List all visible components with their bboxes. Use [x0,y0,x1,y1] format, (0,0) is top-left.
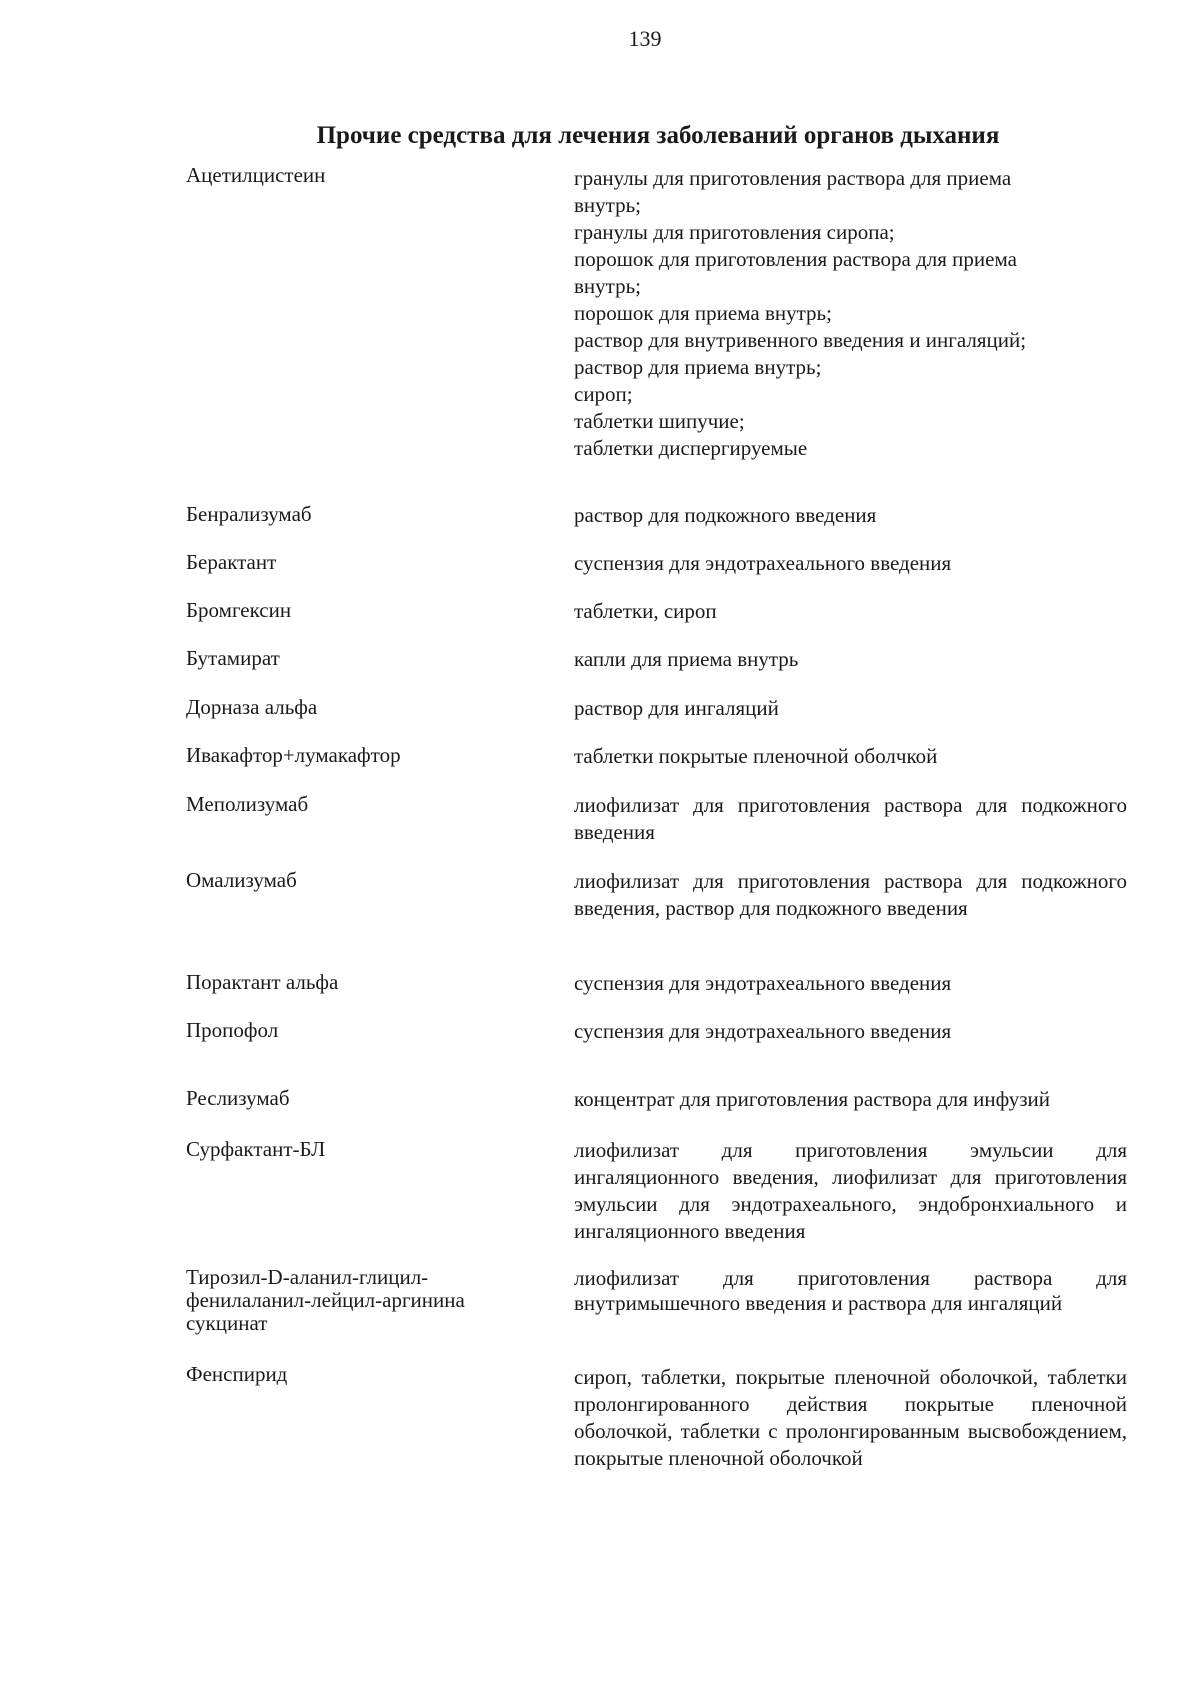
drug-forms: суспензия для эндотрахеального введения [574,1019,952,1043]
drug-name: Бутамират [186,646,280,670]
drug-name: Тирозил-D-аланил-глицил-фенилаланил-лейцил-аргинина сукцинат [186,1265,465,1335]
drug-forms: суспензия для эндотрахеального введения [574,971,952,995]
drug-name: Пропофол [186,1018,279,1042]
drug-forms: лиофилизат для приготовления эмульсии для ингаляционного введения, лиофилизат для приготовления эмульсии для эндотрахеального, эндобронхиального и ингаляционного введения [574,1138,1127,1243]
drug-form-line: порошок для приготовления раствора для приема [574,247,1017,271]
drug-forms: лиофилизат для приготовления раствора для внутримышечного введения и раствора для ингаляций [574,1266,1127,1315]
drug-forms: лиофилизат для приготовления раствора для подкожного введения [574,793,1127,844]
drug-name: Ацетилцистеин [186,163,326,187]
drug-name: Фенспирид [186,1362,288,1386]
drug-forms: суспензия для эндотрахеального введения [574,551,952,575]
drug-form-line: сироп; [574,382,633,406]
drug-forms: лиофилизат для приготовления раствора для подкожного введения, раствор для подкожного введения [574,869,1127,920]
drug-forms-list [574,165,1127,462]
drug-forms: раствор для подкожного введения [574,503,877,527]
drug-name: Меполизумаб [186,792,309,816]
drug-name: Бромгексин [186,598,292,622]
drug-name: Реслизумаб [186,1086,290,1110]
drug-name: Бенрализумаб [186,502,312,526]
drug-forms: концентрат для приготовления раствора для инфузий [574,1087,1050,1111]
drug-forms: таблетки покрытые пленочной оболчкой [574,744,938,768]
drug-name: Берактант [186,550,277,574]
drug-name: Сурфактант-БЛ [186,1137,326,1161]
drug-name: Омализумаб [186,868,297,892]
drug-forms: таблетки, сироп [574,599,717,623]
drug-form-line: внутрь; [574,193,641,217]
drug-forms: сироп, таблетки, покрытые пленочной оболочкой, таблетки пролонгированного действия покрытые пленочной оболочкой, таблетки с пролонгированным высвобождением, покрытые пленочной оболочкой [574,1365,1127,1470]
section-title: Прочие средства для лечения заболеваний органов дыхания [316,122,1000,149]
drug-forms: раствор для ингаляций [574,696,779,720]
drug-form-line: внутрь; [574,274,641,298]
drug-form-line: раствор для внутривенного введения и ингаляций; [574,328,1027,352]
drug-name: Ивакафтор+лумакафтор [186,743,401,767]
drug-name: Порактант альфа [186,970,339,994]
drug-form-line: порошок для приема внутрь; [574,301,832,325]
drug-name: Дорназа альфа [186,695,318,719]
drug-form-line: таблетки диспергируемые [574,436,808,460]
page-number: 139 [628,26,662,51]
drug-form-line: гранулы для приготовления сиропа; [574,220,895,244]
drug-forms: капли для приема внутрь [574,647,799,671]
drug-form-line: раствор для приема внутрь; [574,355,822,379]
drug-form-line: гранулы для приготовления раствора для приема [574,166,1012,190]
drug-form-line: таблетки шипучие; [574,409,745,433]
